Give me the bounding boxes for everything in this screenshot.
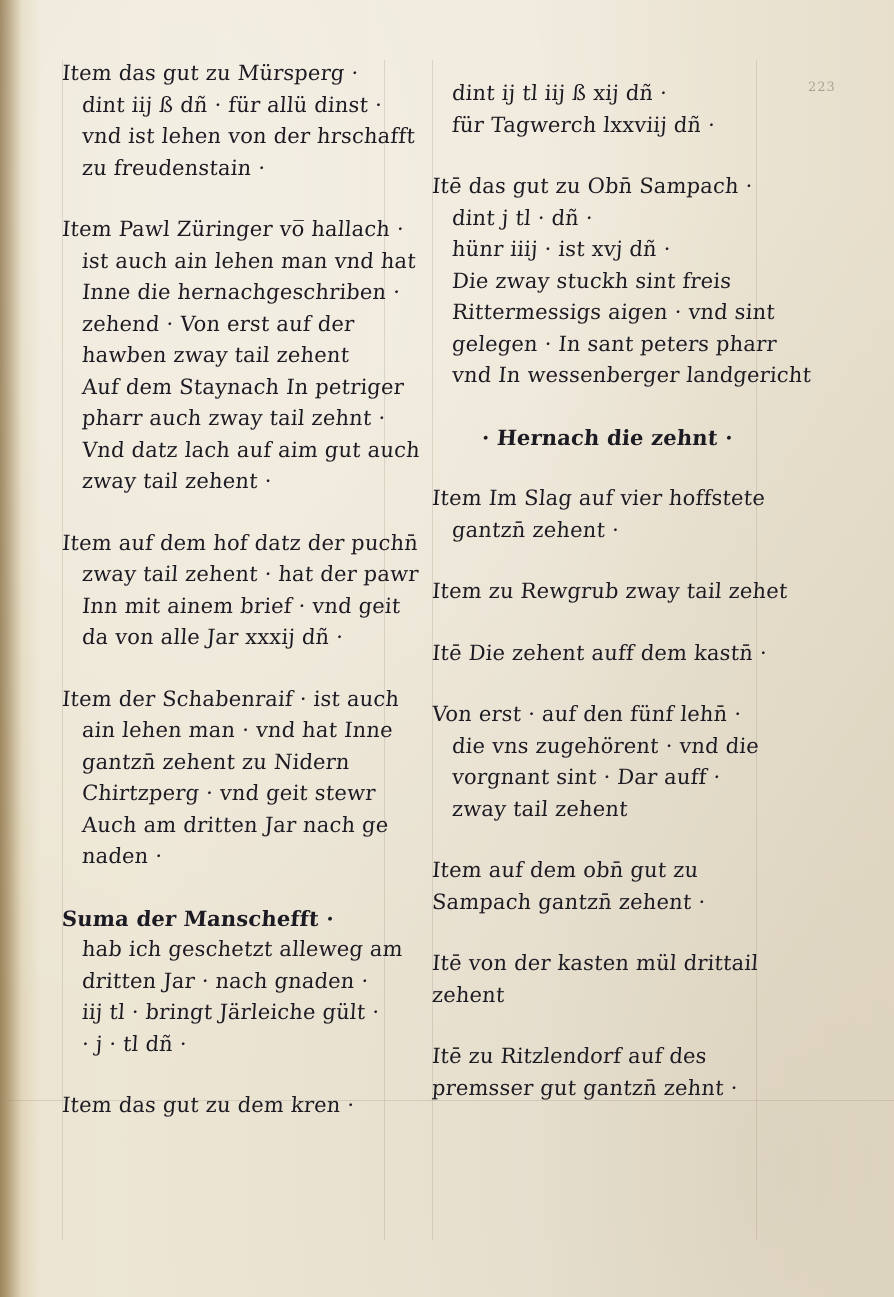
text-line: Chirtzperg · vnd geit stewr — [81, 781, 377, 805]
entry-fuenf-lehn — [432, 699, 832, 825]
text-line: Item Im Slag auf vier hoffstete — [431, 486, 766, 510]
text-line: ain lehen man · vnd hat Inne — [81, 718, 394, 742]
text-line: Item das gut zu Mürsperg · — [61, 61, 360, 85]
entry-rewgrub — [432, 576, 832, 608]
text-line: gantzn̄ zehent zu Nidern — [81, 749, 351, 774]
text-line: Von erst · auf den fünf lehn̄ · — [431, 702, 743, 726]
text-line: pharr auch zway tail zehnt · — [81, 406, 387, 430]
text-line: Itē zu Ritzlendorf auf des — [431, 1044, 708, 1068]
entry-ritzlendorf — [432, 1041, 832, 1104]
text-line: die vns zugehörent · vnd die — [451, 733, 760, 758]
text-line: Item der Schabenraif · ist auch — [61, 686, 401, 711]
text-line: Auf dem Staynach In petriger — [81, 374, 405, 399]
text-line: hawben zway tail zehent — [81, 343, 351, 367]
section-heading: · Hernach die zehnt · — [481, 424, 734, 450]
text-line: zehent — [431, 982, 506, 1007]
text-line: dint iij ß dñ · für allü dinst · — [81, 92, 383, 117]
text-line: Itē das gut zu Obn̄ Sampach · — [431, 174, 754, 198]
text-line: zehend · Von erst auf der — [81, 311, 356, 336]
text-line: zway tail zehent · — [81, 469, 273, 493]
entry-muersperg — [62, 58, 442, 184]
text-line: iij tl · bringt Järleiche gült · — [81, 1000, 381, 1024]
entry-hof-puchn — [62, 528, 442, 654]
text-line: naden · — [81, 844, 164, 868]
text-line: premsser gut gantzn̄ zehnt · — [431, 1075, 739, 1100]
right-column — [432, 78, 832, 1134]
entry-kren-continued — [432, 78, 832, 141]
entry-im-slag — [432, 483, 832, 546]
text-line: Itē Die zehent auff dem kastn̄ · — [431, 640, 768, 665]
text-line: vorgnant sint · Dar auff · — [451, 765, 722, 789]
text-line: hünr iiij · ist xvj dñ · — [451, 237, 672, 261]
text-line: Suma der Manschefft · — [61, 905, 335, 931]
text-line: Item auf dem obn̄ gut zu — [431, 858, 700, 882]
entry-kasten-muel — [432, 948, 832, 1011]
entry-schabenraif — [62, 684, 442, 873]
text-line: ist auch ain lehen man vnd hat — [81, 248, 417, 273]
text-line: Inn mit ainem brief · vnd geit — [81, 593, 402, 618]
text-line: dint ij tl iij ß xij dñ · — [451, 81, 668, 105]
text-line: hab ich geschetzt alleweg am — [81, 937, 404, 961]
text-line: Item zu Rewgrub zway tail zehet — [431, 579, 789, 603]
text-line: · j · tl dñ · — [81, 1031, 188, 1056]
text-line: gelegen · In sant peters pharr — [451, 331, 778, 356]
binding-shadow — [0, 0, 22, 1297]
text-line: dritten Jar · nach gnaden · — [81, 968, 370, 993]
text-line: Itē von der kasten mül drittail — [431, 951, 760, 975]
text-line: gantzn̄ zehent · — [451, 517, 620, 542]
entry-obn-sampach — [432, 171, 832, 392]
left-column — [62, 58, 442, 1152]
text-line: Vnd datz lach auf aim gut auch — [81, 437, 421, 462]
text-line: Item auf dem hof datz der puchn̄ — [61, 530, 419, 555]
text-line: zway tail zehent · hat der pawr — [81, 562, 420, 586]
text-line: Item Pawl Züringer vo̅ hallach · — [61, 217, 405, 241]
text-line: für Tagwerch lxxviij dñ · — [451, 112, 716, 137]
text-line: Item das gut zu dem kren · — [61, 1093, 356, 1117]
text-line: Sampach gantzn̄ zehent · — [431, 889, 707, 914]
text-line: Inne die hernachgeschriben · — [81, 280, 401, 304]
entry-pawl-zueringer — [62, 214, 442, 498]
entry-obn-gut-sampach — [432, 855, 832, 918]
text-line: da von alle Jar xxxij dñ · — [81, 625, 344, 649]
text-line: Rittermessigs aigen · vnd sint — [451, 300, 776, 324]
folio-number: 223 — [808, 80, 836, 95]
text-line: vnd In wessenberger landgericht — [451, 363, 813, 387]
entry-kren — [62, 1090, 442, 1122]
text-line: Die zway stuckh sint freis — [451, 268, 733, 293]
text-line: vnd ist lehen von der hrschafft — [81, 124, 416, 148]
text-line: Auch am dritten Jar nach ge — [81, 812, 390, 837]
text-line: dint j tl · dñ · — [451, 205, 594, 230]
text-line: zway tail zehent — [451, 796, 629, 821]
entry-summa — [62, 903, 442, 1061]
entry-kastn — [432, 638, 832, 670]
text-line: zu freudenstain · — [81, 155, 267, 180]
section-heading-zehnt — [432, 422, 832, 454]
